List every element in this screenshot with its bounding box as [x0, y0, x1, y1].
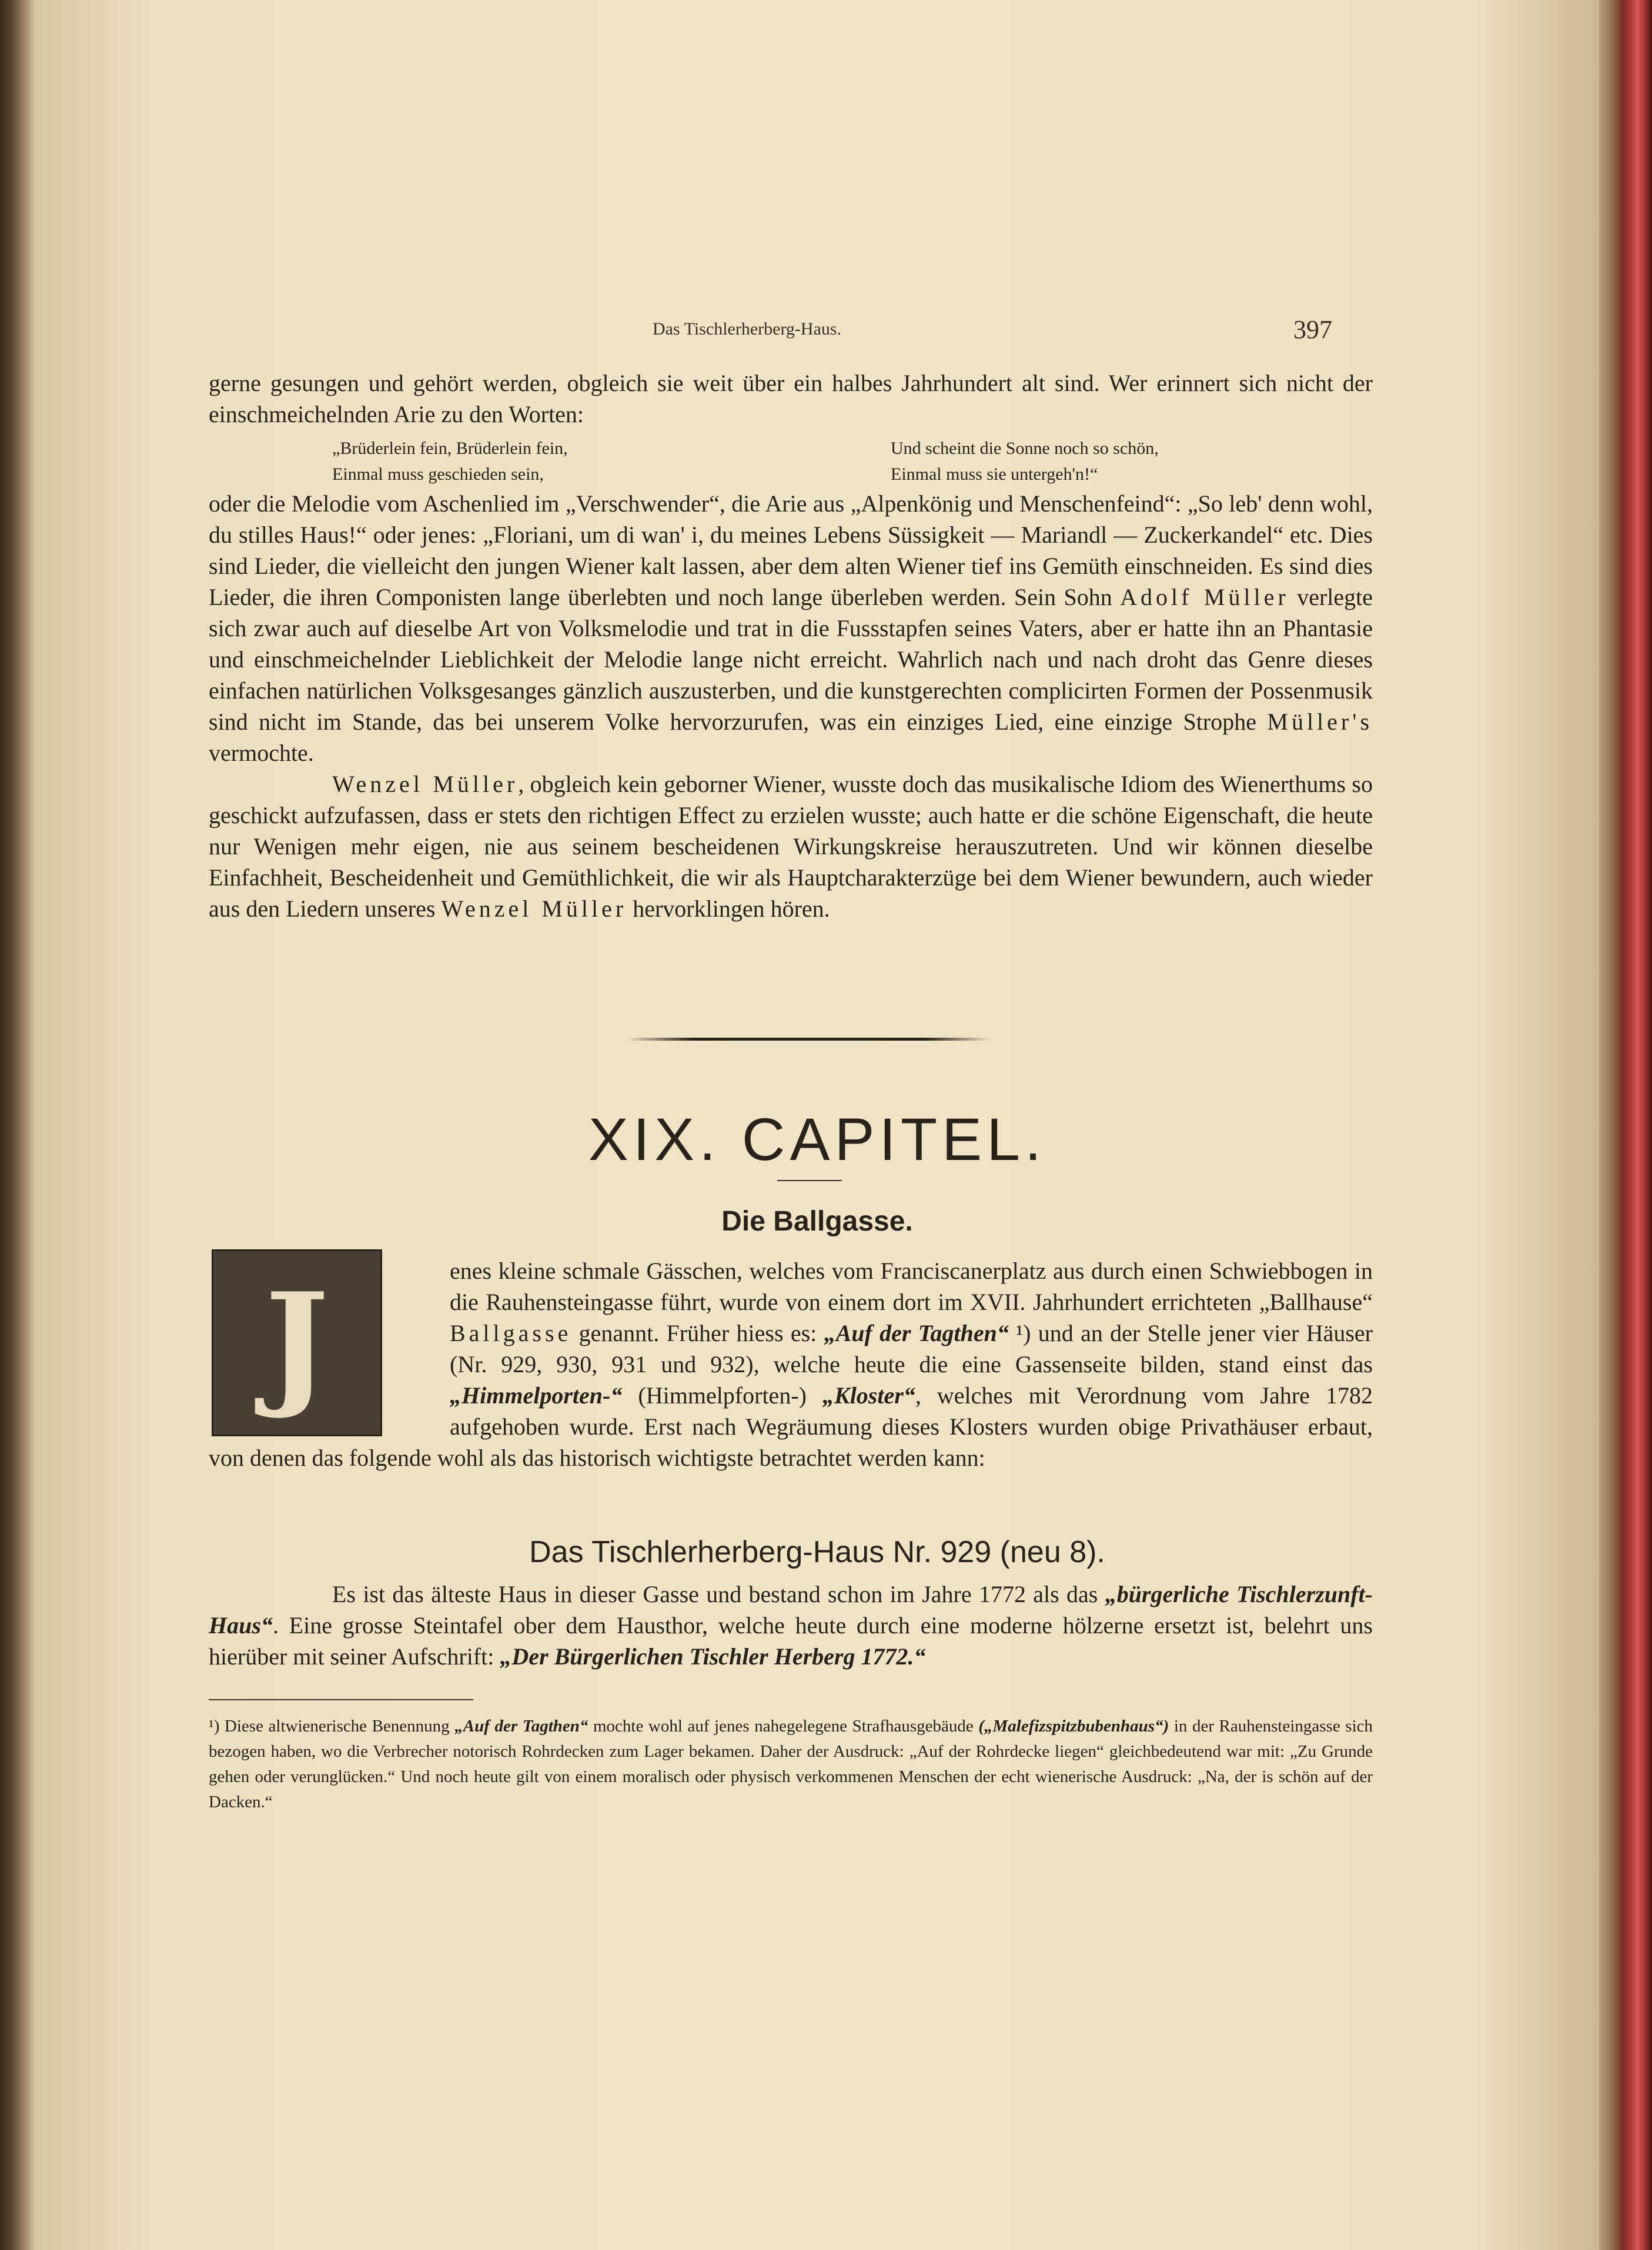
footnote	[209, 1714, 1373, 1815]
person-name: Wenzel Müller	[332, 771, 519, 797]
chapter-underline	[777, 1180, 842, 1181]
person-name: Müller's	[1267, 708, 1373, 735]
person-name: Wenzel Müller	[441, 895, 627, 922]
verse-line: Einmal muss sie untergeh'n!“	[891, 464, 1098, 484]
book-gutter	[0, 0, 35, 2250]
text-run: hervorklingen hören.	[633, 895, 830, 922]
footnote-rule	[209, 1699, 473, 1700]
fraktur-term: „Himmelporten-“	[450, 1382, 623, 1409]
house-text	[209, 1579, 1373, 1672]
main-text	[209, 488, 1373, 924]
section-title: Die Ballgasse.	[721, 1206, 913, 1237]
text-run: oder die Melodie vom Aschenlied im „Verschwender“, die Arie aus „Alpenkönig und Menschenfeind“: „So leb' denn wohl, du stilles Haus!“ oder jenes: „Floriani, um di wan' i, du meines Lebens Süssigkeit — Mariandl — Zuckerkandel“ etc. Dies sind Lieder, die vielleicht den jungen Wiener kalt lassen, aber dem alten Wiener tief ins Gemüth einschneiden. Es sind dies Lieder, die ihren Componisten lange überlebten und noch lange überleben werden. Sein Sohn	[209, 490, 1373, 610]
paragraph-3	[209, 768, 1373, 924]
text-run: . Eine grosse Steintafel ober dem Hausthor, welche heute durch eine moderne hölzerne ersetzt ist, belehrt uns hierüber mit seiner Aufschrift:	[209, 1612, 1373, 1670]
running-title: Das Tischlerherberg-Haus.	[653, 319, 842, 339]
fraktur-term: „Auf der Tagthen“	[454, 1717, 588, 1736]
verse-line: „Brüderlein fein, Brüderlein fein,	[332, 439, 568, 458]
footnote-text	[209, 1714, 1373, 1815]
verse-line: Und scheint die Sonne noch so schön,	[891, 439, 1159, 458]
initial-spacer	[209, 1255, 450, 1442]
text-run: ¹) und an der Stelle jener vier Häuser (Nr. 929, 930, 931 und 932), welche heute die eine Gassenseite bilden, stand einst das	[450, 1320, 1373, 1378]
text-run: , welches mit Verordnung vom Jahre 1782 aufgehoben wurde. Erst nach Wegräumung dieses Klosters wurden obige Privathäuser erbaut, von denen das folgende wohl als das historisch wichtigste betrachtet werden kann:	[209, 1382, 1373, 1471]
fraktur-term: „bürgerliche Tischlerzunft-Haus“	[209, 1581, 1373, 1639]
paragraph-1: gerne gesungen und gehört werden, obgleich sie weit über ein halbes Jahrhundert alt sind. Wer erinnert sich nicht der einschmeichelnden Arie zu den Worten:	[209, 370, 1373, 427]
text-run: verlegte sich zwar auch auf dieselbe Art von Volksmelodie und trat in die Fussstapfen seines Vaters, aber er hatte ihn an Phantasie und einschmeichelnder Lieblichkeit der Melodie lange nicht erreicht. Wahrlich nach und nach droht das Genre dieses einfachen natürlichen Volksgesanges gänzlich auszusterben, und die kunstgerechten complicirten Formen der Possenmusik sind nicht im Stande, das bei unserem Volke hervorzurufen, was ein einziges Lied, eine einzige Strophe	[209, 584, 1373, 735]
street-name: Ballgasse	[450, 1320, 572, 1346]
person-name: Adolf Müller	[1120, 584, 1289, 610]
fraktur-term: „Der Bürgerlichen Tischler Herberg 1772.“	[500, 1643, 926, 1670]
chapter-heading: XIX. CAPITEL.	[588, 1106, 1046, 1173]
house-subtitle: Das Tischlerherberg-Haus Nr. 929 (neu 8).	[529, 1535, 1105, 1569]
fraktur-term: „Kloster“	[822, 1382, 915, 1409]
verse-left-column	[332, 436, 568, 487]
book-edge	[1599, 0, 1652, 2250]
text-run: (Himmelpforten-)	[638, 1382, 807, 1409]
running-header	[35, 315, 1599, 350]
text-run: Es ist das älteste Haus in dieser Gasse und bestand schon im Jahre 1772 als das	[332, 1581, 1098, 1607]
text-run: genannt. Früher hiess es:	[578, 1320, 817, 1346]
fraktur-term: „Auf der Tagthen“	[824, 1320, 1009, 1346]
book-page	[35, 0, 1599, 2250]
text-run: , obgleich kein geborner Wiener, wusste doch das musikalische Idiom des Wienerthums so geschickt aufzufassen, dass er stets den richtigen Effect zu erzielen wusste; auch hatte er die schöne Eigenschaft, die heute nur Wenigen mehr eigen, nie aus seinem bescheidenen Wirkungskreise herauszutreten. Und wir können dieselbe Einfachheit, Bescheidenheit und Gemüthlichkeit, die wir als Hauptcharakterzüge bei dem Wiener bewundern, auch wieder aus den Liedern unseres	[209, 771, 1373, 922]
opening-paragraph	[209, 367, 1373, 430]
section-divider	[626, 1038, 991, 1041]
initial-letter: J	[265, 1263, 329, 1422]
text-run: vermochte.	[209, 740, 314, 766]
text-run: ¹) Diese altwienerische Benennung	[209, 1717, 450, 1736]
paragraph-2	[209, 488, 1373, 768]
page-number: 397	[1293, 315, 1332, 344]
paragraph-4	[209, 1579, 1373, 1672]
fraktur-term: („Malefizspitzbubenhaus“)	[978, 1717, 1169, 1736]
chapter-text	[209, 1255, 1373, 1473]
text-run: enes kleine schmale Gässchen, welches vom Franciscanerplatz aus durch einen Schwiebbogen in die Rauhensteingasse führt, wurde von einem dort im XVII. Jahrhundert errichteten „Ballhause“	[450, 1258, 1373, 1315]
verse-right-column	[891, 436, 1159, 487]
text-run: in der Rauhensteingasse sich bezogen haben, wo die Verbrecher notorisch Rohrdecken zum Lager bekamen. Daher der Ausdruck: „Auf der Rohrdecke liegen“ gleichbedeutend war mit: „Zu Grunde gehen oder verunglücken.“ Und noch heute gilt von einem moralisch oder physisch verkommenen Menschen der echt wienerische Ausdruck: „Na, der is schön auf der Dacken.“	[209, 1717, 1373, 1811]
verse-line: Einmal muss geschieden sein,	[332, 464, 544, 484]
text-run: mochte wohl auf jenes nahegelegene Strafhausgebäude	[593, 1717, 974, 1736]
